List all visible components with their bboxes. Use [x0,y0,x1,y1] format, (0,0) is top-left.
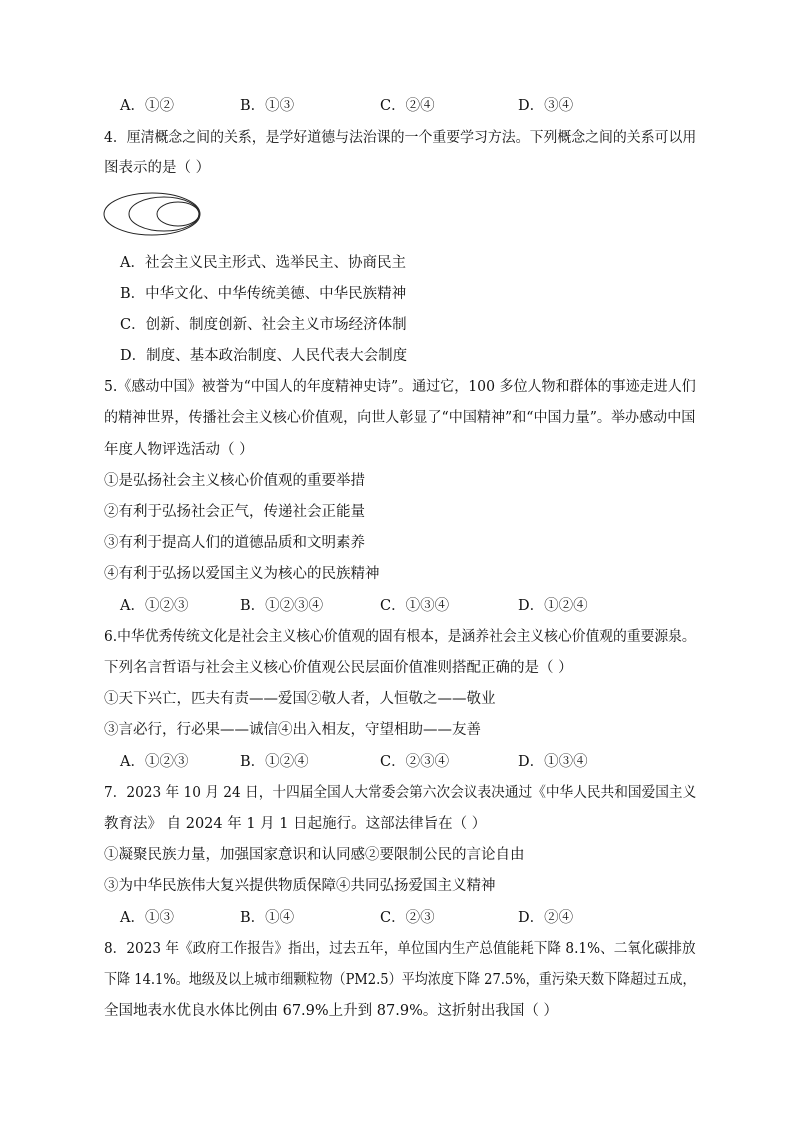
q6-stem-line-2: 下列名言哲语与社会主义核心价值观公民层面价值准则搭配正确的是（ ） [104,660,573,676]
q4-option-c[interactable]: C．创新、制度创新、社会主义市场经济体制 [120,317,407,333]
q4-stem-line-1: 4．厘清概念之间的关系，是学好道德与法治课的一个重要学习方法。下列概念之间的关系可以用 [104,130,697,146]
q7-stem-line-2: 教育法》 自 2024 年 1 月 1 日起施行。这部法律旨在（ ） [104,816,487,832]
q7-option-b[interactable]: B．①④ [240,910,295,926]
q7-stem-line-1: 7．2023 年 10 月 24 日，十四届全国人大常委会第六次会议表决通过《中华人民共和国爱国主义 [104,785,697,801]
q3-option-a[interactable]: A．①② [120,98,174,114]
q5-option-b[interactable]: B．①②③④ [240,598,324,614]
q7-option-c[interactable]: C．②③ [380,910,435,926]
q5-stem-line-1: 5.《感动中国》被誉为“中国人的年度精神史诗”。通过它，100 多位人物和群体的事迹走进人们 [104,379,696,395]
q5-option-a[interactable]: A．①②③ [120,598,189,614]
q4-option-b[interactable]: B．中华文化、中华传统美德、中华民族精神 [120,286,407,302]
q7-item-1: ①凝聚民族力量，加强国家意识和认同感②要限制公民的言论自由 [104,847,525,863]
q8-stem-line-2: 下降 14.1%。地级及以上城市细颗粒物（PM2.5）平均浓度下降 27.5%，重污染天数下降超过五成， [104,972,696,988]
q7-option-a[interactable]: A．①③ [120,910,174,926]
q3-option-d[interactable]: D．③④ [518,98,574,114]
q4-option-a[interactable]: A．社会主义民主形式、选举民主、协商民主 [120,255,406,271]
q8-stem-line-3: 全国地表水优良水体比例由 67.9%上升到 87.9%。这折射出我国（ ） [104,1003,558,1019]
q4-option-d[interactable]: D．制度、基本政治制度、人民代表大会制度 [120,348,408,364]
venn-outer-ellipse [104,193,200,235]
q6-item-2: ③言必行，行必果——诚信④出入相友，守望相助——友善 [104,722,481,738]
concept-venn-diagram [102,189,206,239]
q8-stem-line-1: 8．2023 年《政府工作报告》指出，过去五年，单位国内生产总值能耗下降 8.1%、二氧化碳排放 [104,941,696,957]
q6-option-d[interactable]: D．①③④ [518,754,588,770]
q7-option-d[interactable]: D．②④ [518,910,574,926]
q6-option-c[interactable]: C．②③④ [380,754,450,770]
q6-item-1: ①天下兴亡，匹夫有责——爱国②敬人者，人恒敬之——敬业 [104,691,496,707]
q5-stem-line-2: 的精神世界，传播社会主义核心价值观，向世人彰显了“中国精神”和“中国力量”。举办感动中国 [104,410,696,426]
q5-option-d[interactable]: D．①②④ [518,598,588,614]
q7-item-2: ③为中华民族伟大复兴提供物质保障④共同弘扬爱国主义精神 [104,878,496,894]
q5-item-3: ③有利于提高人们的道德品质和文明素养 [104,535,365,551]
venn-middle-ellipse [129,197,199,231]
q3-option-c[interactable]: C．②④ [380,98,435,114]
q5-option-c[interactable]: C．①③④ [380,598,450,614]
q5-item-2: ②有利于弘扬社会正气，传递社会正能量 [104,504,365,520]
q5-item-4: ④有利于弘扬以爱国主义为核心的民族精神 [104,566,380,582]
q5-item-1: ①是弘扬社会主义核心价值观的重要举措 [104,473,365,489]
q5-stem-line-3: 年度人物评选活动（ ） [104,442,254,458]
venn-inner-ellipse [157,202,199,226]
q6-option-b[interactable]: B．①②④ [240,754,309,770]
q3-option-b[interactable]: B．①③ [240,98,295,114]
q4-stem-line-2: 图表示的是（ ） [104,160,211,176]
q6-option-a[interactable]: A．①②③ [120,754,189,770]
q6-stem-line-1: 6.中华优秀传统文化是社会主义核心价值观的固有根本，是涵养社会主义核心价值观的重要源泉。 [104,629,696,645]
